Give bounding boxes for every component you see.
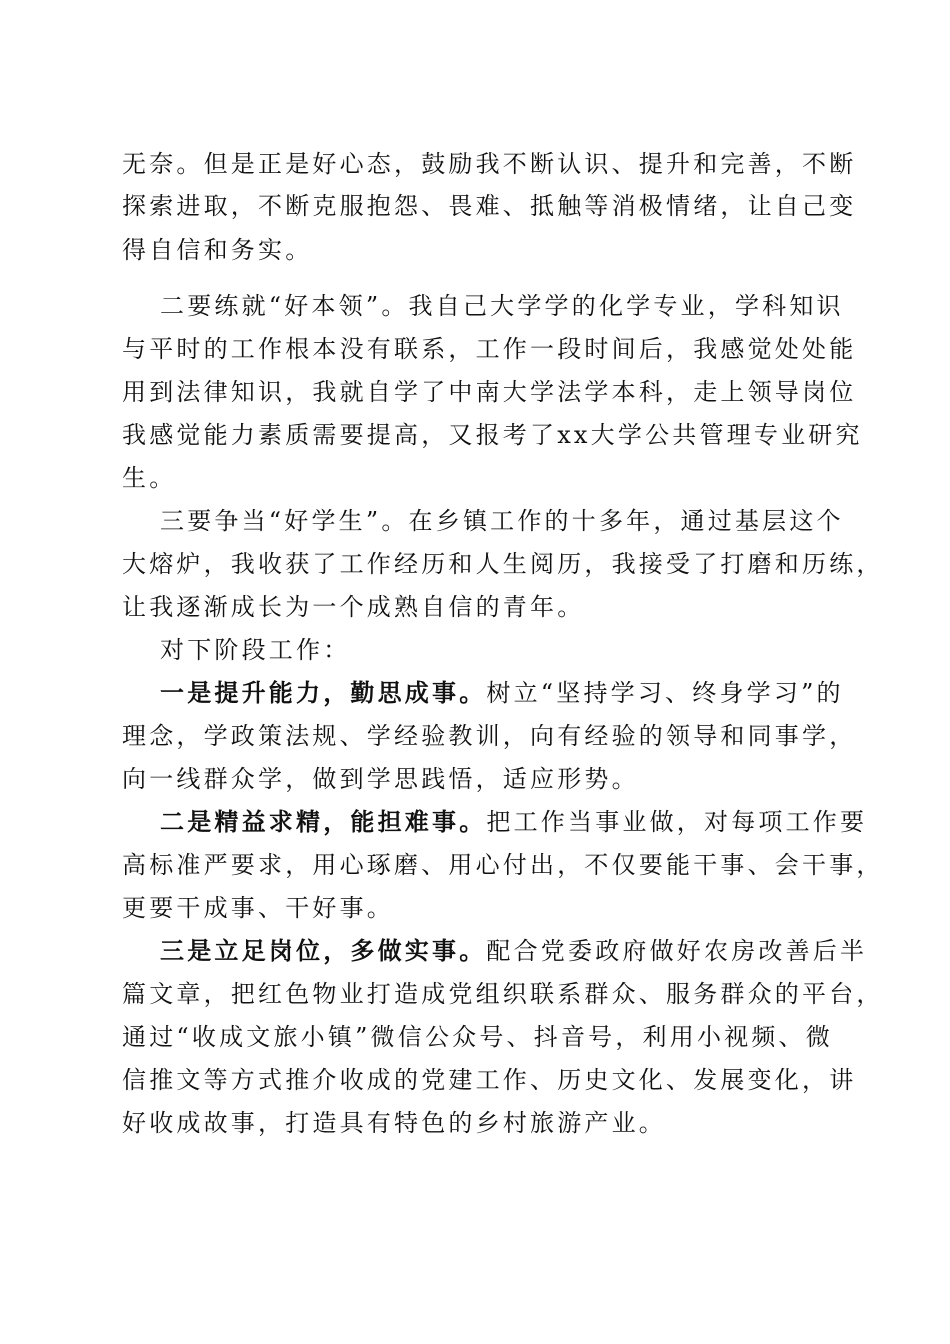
point-text: 配合党委政府做好农房改善后半	[486, 937, 868, 965]
body-text-line: 篇文章，把红色物业打造成党组织联系群众、服务群众的平台，	[122, 980, 884, 1008]
body-text-line: 用到法律知识，我就自学了中南大学法学本科，走上领导岗位	[122, 378, 857, 406]
body-text-line: 大熔炉，我收获了工作经历和人生阅历，我接受了打磨和历练，	[122, 550, 884, 578]
paragraph-heading-line: 二要练就“好本领”。我自己大学学的化学专业，学科知识	[160, 292, 844, 320]
point-text: 把工作当事业做，对每项工作要	[486, 808, 868, 836]
paragraph-heading-line: 三要争当“好学生”。在乡镇工作的十多年，通过基层这个	[160, 507, 844, 535]
body-text-line: 理念，学政策法规、学经验教训，向有经验的领导和同事学，	[122, 722, 857, 750]
body-text-line: 好收成故事，打造具有特色的乡村旅游产业。	[122, 1109, 666, 1137]
body-text-line: 探索进取，不断克服抱怨、畏难、抵触等消极情绪，让自己变	[122, 192, 857, 220]
point-title: 一是提升能力，勤思成事。	[160, 678, 487, 707]
body-text-line: 信推文等方式推介收成的党建工作、历史文化、发展变化，讲	[122, 1066, 857, 1094]
point-title: 二是精益求精，能担难事。	[160, 807, 487, 836]
body-text-line: 向一线群众学，做到学思践悟，适应形势。	[122, 765, 639, 793]
point-text: 树立“坚持学习、终身学习”的	[486, 679, 844, 707]
body-text-line: 通过“收成文旅小镇”微信公众号、抖音号，利用小视频、微	[122, 1023, 833, 1051]
body-text-line: 无奈。但是正是好心态，鼓励我不断认识、提升和完善，不断	[122, 150, 857, 178]
point-title: 三是立足岗位，多做实事。	[160, 936, 487, 965]
body-text-line: 与平时的工作根本没有联系，工作一段时间后，我感觉处处能	[122, 335, 857, 363]
point-line	[160, 677, 844, 709]
body-text-line: 得自信和务实。	[122, 236, 313, 264]
point-line	[160, 935, 867, 967]
body-text-line: 我感觉能力素质需要提高，又报考了xx大学公共管理专业研究	[122, 421, 863, 449]
section-label: 对下阶段工作：	[160, 636, 351, 664]
point-line	[160, 806, 867, 838]
body-text-line: 更要干成事、干好事。	[122, 894, 394, 922]
body-text-line: 生。	[122, 464, 177, 492]
body-text-line: 让我逐渐成长为一个成熟自信的青年。	[122, 593, 585, 621]
body-text-line: 高标准严要求，用心琢磨、用心付出，不仅要能干事、会干事，	[122, 851, 884, 879]
